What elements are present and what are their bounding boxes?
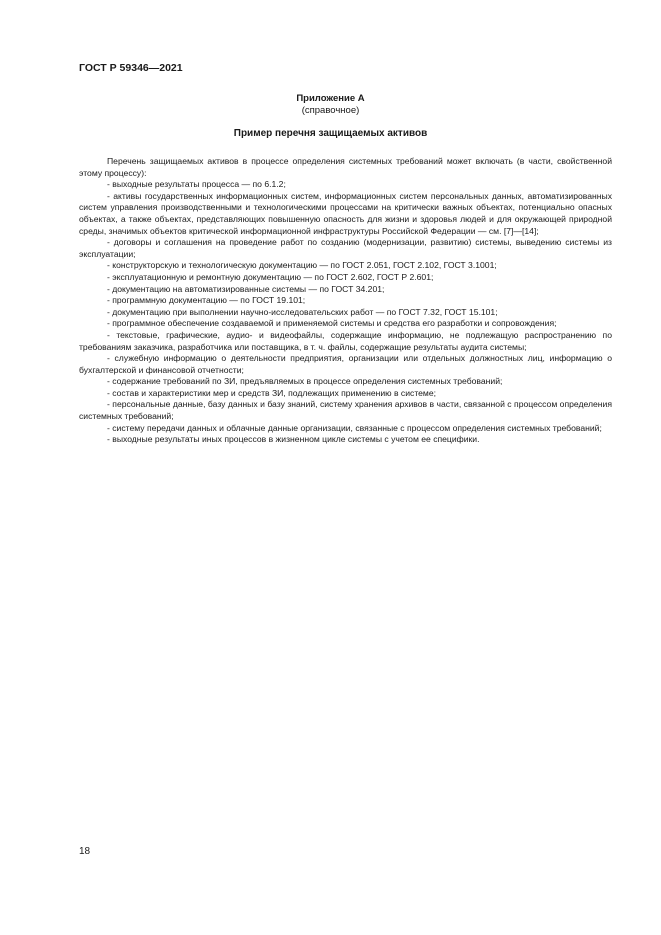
- list-item: - активы государственных информационных систем, информационных систем персональных данных, автоматизированных систем управления производственными и технологическими процессами на критически важных объектах, потенциально опасных объектах, а также объектах, представляющих повышенную опасность для жизни и здоровья людей и для окружающей природной среды, значимых объектов критической информационной инфраструктуры Российской Федерации — см. [7]—[14];: [79, 190, 612, 236]
- list-item: - текстовые, графические, аудио- и видеофайлы, содержащие информацию, не подлежащую распространению по требованиям заказчика, разработчика или поставщика, в т. ч. файлы, содержащие результаты аудита системы;: [79, 329, 612, 352]
- intro-paragraph: Перечень защищаемых активов в процессе определения системных требований может включать (в части, свойственной этому процессу):: [79, 156, 612, 178]
- body-text: [79, 156, 612, 446]
- appendix-subtitle: (справочное): [301, 105, 360, 116]
- list-item: - состав и характеристики мер и средств ЗИ, подлежащих применению в системе;: [107, 387, 437, 398]
- section-title: Пример перечня защищаемых активов: [233, 128, 428, 139]
- appendix-heading: [0, 93, 661, 117]
- list-item: - договоры и соглашения на проведение работ по созданию (модернизации, развитию) системы, выведению системы из эксплуатации;: [79, 237, 612, 259]
- list-item: - конструкторскую и технологическую документацию — по ГОСТ 2.051, ГОСТ 2.102, ГОСТ 3.1001;: [107, 260, 497, 271]
- list-item: - выходные результаты процесса — по 6.1.2;: [107, 179, 286, 190]
- list-item: - систему передачи данных и облачные данные организации, связанные с процессом определения системных требований;: [107, 422, 602, 433]
- appendix-title: Приложение А: [296, 93, 365, 104]
- list-item: - эксплуатационную и ремонтную документацию — по ГОСТ 2.602, ГОСТ Р 2.601;: [107, 271, 434, 282]
- page-number: 18: [79, 846, 91, 857]
- list-item: - выходные результаты иных процессов в жизненном цикле системы с учетом ее специфики.: [107, 434, 480, 445]
- list-item: - персональные данные, базу данных и базу знаний, систему хранения архивов в части, связанной с процессом определения системных требований;: [79, 399, 612, 422]
- list-item: - программную документацию — по ГОСТ 19.101;: [107, 295, 306, 306]
- list-item: - документацию при выполнении научно-исследовательских работ — по ГОСТ 7.32, ГОСТ 15.101;: [107, 306, 498, 317]
- list-item: - программное обеспечение создаваемой и применяемой системы и средства его разработки и сопровождения;: [107, 318, 557, 329]
- document-designation: ГОСТ Р 59346—2021: [79, 62, 183, 74]
- list-item: - служебную информацию о деятельности предприятия, организации или отдельных должностных лиц, информацию о бухгалтерской и финансовой отчетности;: [79, 353, 612, 375]
- list-item: - содержание требований по ЗИ, предъявляемых в процессе определения системных требований;: [107, 376, 503, 387]
- list-item: - документацию на автоматизированные системы — по ГОСТ 34.201;: [107, 283, 385, 294]
